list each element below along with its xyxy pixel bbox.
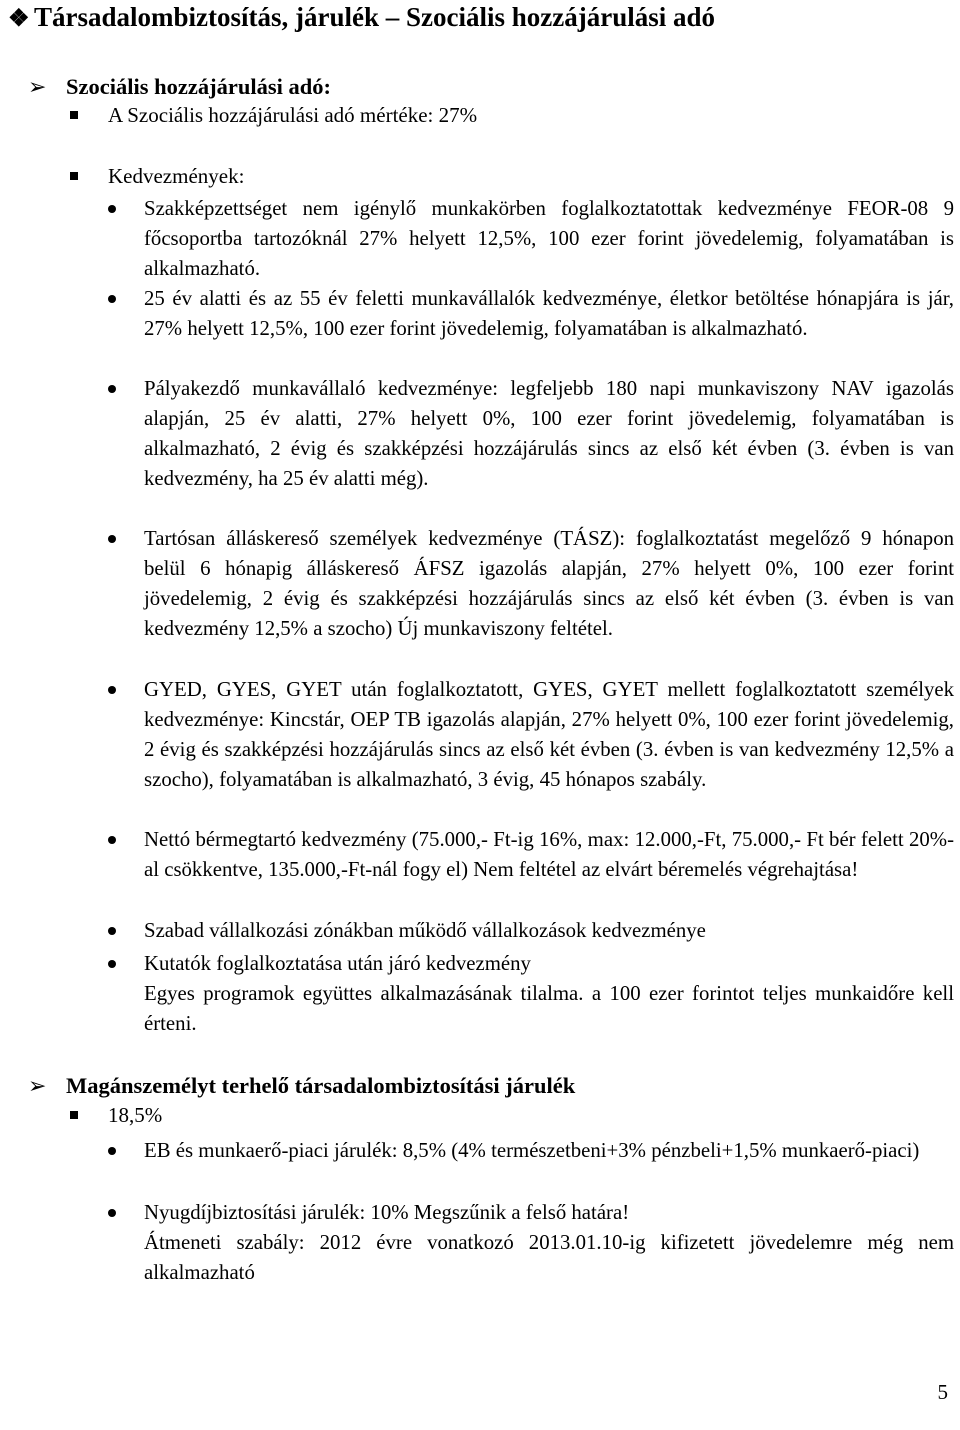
round-bullet-icon [108, 295, 116, 303]
section-note: Egyes programok együttes alkalmazásának tilalma. a 100 ezer forintot teljes munkaidőre kell érteni. [144, 982, 954, 1035]
benefit-item-text: Szakképzettséget nem igénylő munkakörben foglalkoztatottak kedvezménye FEOR-08 9 főcsoportba tartozóknál 27% helyett 12,5%, 100 ezer forint jövedelemig, folyamatában is alkalmazható. [144, 197, 954, 280]
rate-item-text: 18,5% [108, 1103, 163, 1127]
page-title [8, 2, 715, 33]
benefit-item-text: 25 év alatti és az 55 év feletti munkavállalók kedvezménye, életkor betöltése hónapjára is jár, 27% helyett 12,5%, 100 ezer forint jövedelemig, folyamatában is alkalmazható. [144, 287, 954, 340]
contribution-item-text: EB és munkaerő-piaci járulék: 8,5% (4% természetbeni+3% pénzbeli+1,5% munkaerő-piaci) [144, 1139, 920, 1162]
benefit-item-text: Tartósan álláskereső személyek kedvezménye (TÁSZ): foglalkoztatást megelőző 9 hónapon belül 6 hónapig álláskereső ÁFSZ igazolás alapján, 27% helyett 0%, 100 ezer forint jövedelemig, 2 évig és szakképzési hozzájárulás sincs az első két évben (3. évben is van kedvezmény 12,5% a szocho) Új munkaviszony feltétel. [144, 527, 954, 640]
rate-item-text: A Szociális hozzájárulási adó mértéke: 27% [108, 103, 478, 127]
round-bullet-icon [108, 1209, 116, 1217]
benefit-item-text: GYED, GYES, GYET után foglalkoztatott, GYES, GYET mellett foglalkoztatott személyek kedvezménye: Kincstár, OEP TB igazolás alapján, 27% helyett 0%, 100 ezer forint jövedelemig, 2 évig és szakképzési hozzájárulás sincs az első két évben (3. évben is van kedvezmény 12,5% a szocho), folyamatában is alkalmazható, 3 évig, 45 hónapos szabály. [144, 678, 954, 791]
section-heading-szocho [28, 74, 331, 100]
round-bullet-icon [108, 535, 116, 543]
benefit-item-text: Kutatók foglalkoztatása után járó kedvezmény [144, 952, 531, 975]
arrow-bullet-icon: ➢ [28, 1073, 47, 1098]
arrow-bullet-icon: ➢ [28, 74, 47, 99]
section-heading-tb-jarulek [28, 1073, 575, 1099]
benefits-heading-text: Kedvezmények: [108, 164, 245, 188]
contribution-item-text: Nyugdíjbiztosítási járulék: 10% Megszűnik a felső határa! [144, 1201, 630, 1224]
square-bullet-icon [70, 1111, 78, 1119]
diamond-star-bullet-icon: ❖ [8, 6, 30, 32]
benefit-item-text: Pályakezdő munkavállaló kedvezménye: legfeljebb 180 napi munkaviszony NAV igazolás alapján, 25 év alatti, 27% helyett 0%, 100 ezer forint jövedelemig, folyamatában is alkalmazható, 2 évig és szakképzési hozzájárulás sincs az első két évben (3. évben is van kedvezmény, ha 25 év alatti még). [144, 377, 954, 490]
benefit-item-text: Nettó bérmegtartó kedvezmény (75.000,- Ft-ig 16%, max: 12.000,-Ft, 75.000,- Ft bér felett 20%-al csökkentve, 135.000,-Ft-nál fogy el) Nem feltétel az elvárt béremelés végrehajtása! [144, 828, 954, 881]
benefit-item-text: Szabad vállalkozási zónákban működő vállalkozások kedvezménye [144, 919, 706, 942]
round-bullet-icon [108, 1147, 116, 1155]
section-note: Átmeneti szabály: 2012 évre vonatkozó 2013.01.10-ig kifizetett jövedelemre még nem alkalmazható [144, 1231, 954, 1284]
round-bullet-icon [108, 385, 116, 393]
round-bullet-icon [108, 927, 116, 935]
rate-item [70, 103, 477, 128]
benefits-heading [70, 164, 244, 189]
square-bullet-icon [70, 172, 78, 180]
round-bullet-icon [108, 960, 116, 968]
page-title-text: Társadalombiztosítás, járulék – Szociális hozzájárulási adó [34, 2, 715, 32]
round-bullet-icon [108, 836, 116, 844]
round-bullet-icon [108, 686, 116, 694]
rate-item [70, 1103, 162, 1128]
square-bullet-icon [70, 111, 78, 119]
section-heading-text: Szociális hozzájárulási adó: [66, 74, 331, 99]
round-bullet-icon [108, 205, 116, 213]
page-number: 5 [937, 1380, 948, 1404]
section-heading-text: Magánszemélyt terhelő társadalombiztosítási járulék [66, 1073, 576, 1098]
